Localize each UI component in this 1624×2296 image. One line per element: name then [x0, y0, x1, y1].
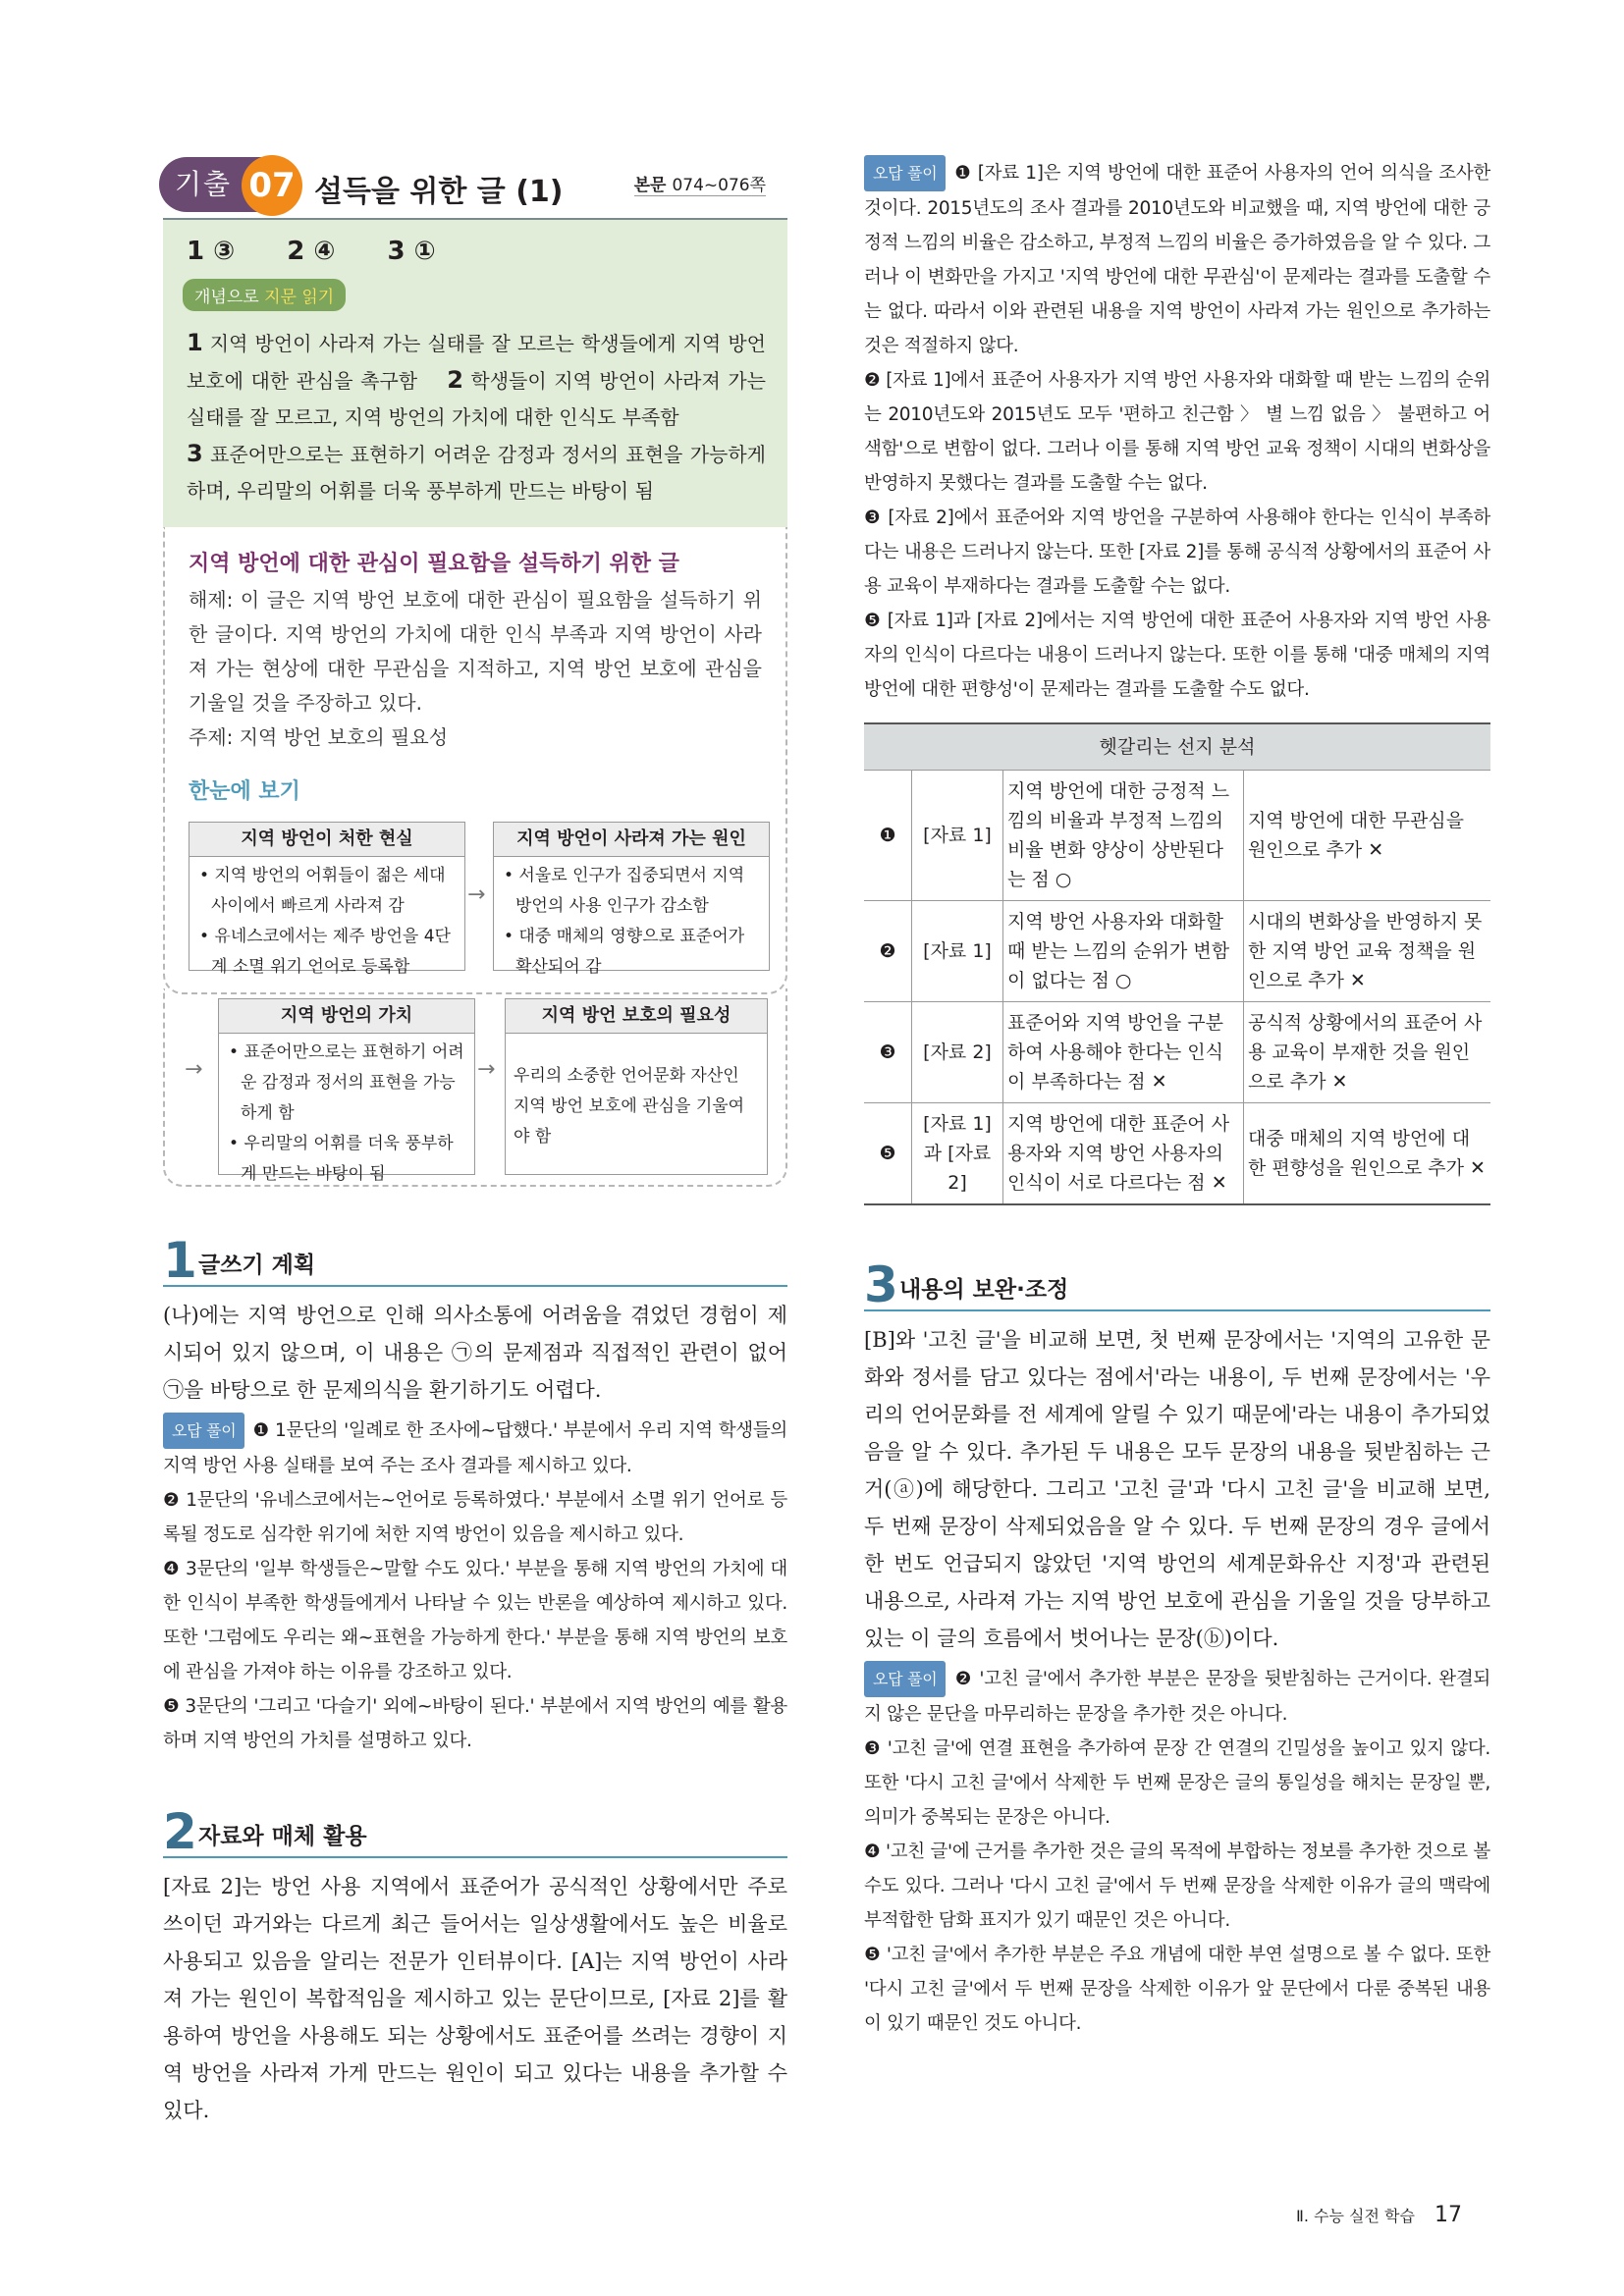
summary-theme: 주제: 지역 방언 보호의 필요성	[189, 725, 449, 749]
box-reality: 지역 방언이 처한 현실 • 지역 방언의 어휘들이 젊은 세대 사이에서 빠르게 사라져 감 • 유네스코에서는 제주 방언을 4단계 소멸 위기 언어로 등록함	[189, 822, 465, 971]
arrow-icon: →	[185, 1057, 203, 1082]
section-3-heading: 3 내용의 보완·조정	[864, 1255, 1490, 1311]
answer-1: 1 ③	[187, 237, 236, 266]
section-3-body: [B]와 '고친 글'을 비교해 보면, 첫 번째 문장에서는 '지역의 고유한 문화와 정서를 담고 있다는 점에서'라는 내용이, 두 번째 문장에서는 '우리의 언어문화를 전 세계에 알릴 수 있기 때문에'라는 내용이 추가되었음을 알 수 있다. 추가된 두 내용은 모두 문장의 내용을 뒷받침하는 근거(ⓐ)에 해당한다. 그리고 '고친 글'과 '다시 고친 글'을 비교해 보면, 두 번째 문장이 삭제되었음을 알 수 있다. 두 번째 문장의 경우 글에서 한 번도 언급되지 않았던 '지역 방언의 세계문화유산 지정'과 관련된 내용으로, 사라져 가는 지역 방언 보호에 관심을 기울일 것을 당부하고 있는 이 글의 흐름에서 벗어나는 문장(ⓑ)이다.	[864, 1328, 1490, 1650]
summary-box	[163, 527, 787, 994]
table-row: ❸ [자료 2] 표준어와 지역 방언을 구분하여 사용해야 한다는 인식이 부족하다는 점 ✕ 공식적 상황에서의 표준어 사용 교육이 부재한 것을 원인으로 추가 ✕	[864, 1002, 1490, 1103]
section-2-heading: 2 자료와 매체 활용	[163, 1801, 787, 1858]
arrow-icon: →	[477, 1057, 496, 1082]
section-2-body: [자료 2]는 방언 사용 지역에서 표준어가 공식적인 상황에서만 주로 쓰이던 과거와는 다르게 최근 들어서는 일상생활에서도 높은 비율로 사용되고 있음을 알리는 전문가 인터뷰이다. [A]는 지역 방언이 사라져 가는 원인이 복합적임을 제시하고 있는 문단이므로, [자료 2]를 활용하여 방언을 사용해도 되는 상황에서도 표준어를 쓰려는 경향이 지역 방언을 사라져 가게 만드는 원인이 되고 있다는 내용을 추가할 수 있다.	[163, 1875, 787, 2122]
arrow-icon: →	[467, 882, 486, 907]
left-column	[163, 155, 787, 2129]
box-value: 지역 방언의 가치 • 표준어만으로는 표현하기 어려운 감정과 정서의 표현을 가능하게 함 • 우리말의 어휘를 더욱 풍부하게 만드는 바탕이 됨	[218, 998, 475, 1175]
page-number: 17	[1434, 2203, 1462, 2227]
answer-row	[187, 230, 766, 273]
table-row: ❷ [자료 1] 지역 방언 사용자와 대화할 때 받는 느낌의 순위가 변함이 없다는 점 ○ 시대의 변화상을 반영하지 못한 지역 방언 교육 정책을 원인으로 추가 ✕	[864, 901, 1490, 1002]
table-row: ❶ [자료 1] 지역 방언에 대한 긍정적 느낌의 비율과 부정적 느낌의 비율 변화 양상이 상반된다는 점 ○ 지역 방언에 대한 무관심을 원인으로 추가 ✕	[864, 771, 1490, 901]
summary-box-lower	[163, 988, 787, 1187]
box-necessity: 지역 방언 보호의 필요성 우리의 소중한 언어문화 자산인 지역 방언 보호에 관심을 기울여야 함	[505, 998, 768, 1175]
answer-3: 3 ①	[387, 237, 436, 266]
glance-title: 한눈에 보기	[189, 779, 300, 804]
section-3-notes: 오답 풀이 ❷ '고친 글'에서 추가한 부분은 문장을 뒷받침하는 근거이다. 완결되지 않은 문단을 마무리하는 문장을 추가한 것은 아니다. ❸ '고친 글'에 연결 표현을 추가하여 문장 간 연결의 긴밀성을 높이고 있지 않다. 또한 '다시 고친 글'에서 삭제한 두 번째 문장은 글의 통일성을 해치는 문장일 뿐, 의미가 중복되는 문장은 아니다. ❹ '고친 글'에 근거를 추가한 것은 글의 목적에 부합하는 정보를 추가한 것으로 볼 수도 있다. 그러나 '다시 고친 글'에서 두 번째 문장을 삭제한 이유가 글의 맥락에 부적합한 담화 표지가 있기 때문인 것은 아니다. ❺ '고친 글'에서 추가한 부분은 주요 개념에 대한 부연 설명으로 볼 수 없다. 또한 '다시 고친 글'에서 두 번째 문장을 삭제한 이유가 앞 문단에서 다룬 중복된 내용이 있기 때문인 것도 아니다.	[864, 1661, 1490, 2041]
option-analysis-table	[864, 722, 1490, 1205]
answer-2: 2 ④	[287, 237, 336, 266]
section-title: 설득을 위한 글 (1)	[314, 175, 564, 209]
section-1-heading: 1 글쓰기 계획	[163, 1230, 787, 1287]
section-1-body: (나)에는 지역 방언으로 인해 의사소통에 어려움을 겪었던 경험이 제시되어 있지 않으며, 이 내용은 ㉠의 문제점과 직접적인 관련이 없어 ㉠을 바탕으로 한 문제의식을 환기하기도 어렵다.	[163, 1304, 787, 1402]
table-header: 헷갈리는 선지 분석	[864, 723, 1490, 771]
summary-explanation: 해제: 이 글은 지역 방언 보호에 대한 관심이 필요함을 설득하기 위한 글이다. 지역 방언의 가치에 대한 인식 부족과 지역 방언이 사라져 가는 현상에 대한 무관심을 지적하고, 지역 방언 보호에 관심을 기울일 것을 주장하고 있다.	[189, 588, 762, 715]
right-column	[864, 155, 1490, 2041]
footer-section: Ⅱ. 수능 실전 학습	[1296, 2207, 1415, 2225]
gichul-label: 기출	[159, 157, 269, 212]
concept-caption: 개념으로 지문 읽기	[183, 279, 346, 311]
page-footer	[1296, 2203, 1462, 2227]
concept-text: 1 지역 방언이 사라져 가는 실태를 잘 모르는 학생들에게 지역 방언 보호에 대한 관심을 촉구함 2 학생들이 지역 방언이 사라져 가는 실태를 잘 모르고, 지역 방언의 가치에 대한 인식도 부족함 3 표준어만으로는 표현하기 어려운 감정과 정서의 표현을 가능하게 하며, 우리말의 어휘를 더욱 풍부하게 만드는 바탕이 됨	[187, 329, 766, 503]
summary-title: 지역 방언에 대한 관심이 필요함을 설득하기 위한 글	[189, 552, 679, 576]
page-reference: 본문 074~076쪽	[634, 171, 766, 196]
right-notes: 오답 풀이 ❶ [자료 1]은 지역 방언에 대한 표준어 사용자의 언어 의식을 조사한 것이다. 2015년도의 조사 결과를 2010년도와 비교했을 때, 지역 방언에 대한 긍정적 느낌의 비율은 감소하고, 부정적 느낌의 비율은 증가하였음을 알 수 있다. 그러나 이 변화만을 가지고 '지역 방언에 대한 무관심'이 문제라는 결과를 도출할 수는 없다. 따라서 이와 관련된 내용을 지역 방언이 사라져 가는 원인으로 추가하는 것은 적절하지 않다. ❷ [자료 1]에서 표준어 사용자가 지역 방언 사용자와 대화할 때 받는 느낌의 순위는 2010년도와 2015년도 모두 '편하고 친근함 〉 별 느낌 없음 〉 불편하고 어색함'으로 변함이 없다. 그러나 이를 통해 지역 방언 교육 정책이 시대의 변화상을 반영하지 못했다는 결과를 도출할 수는 없다. ❸ [자료 2]에서 표준어와 지역 방언을 구분하여 사용해야 한다는 인식이 부족하다는 내용은 드러나지 않는다. 또한 [자료 2]를 통해 공식적 상황에서의 표준어 사용 교육이 부재하다는 결과를 도출할 수는 없다. ❺ [자료 1]과 [자료 2]에서는 지역 방언에 대한 표준어 사용자와 지역 방언 사용자의 인식이 다르다는 내용이 드러나지 않는다. 또한 이를 통해 '대중 매체의 지역 방언에 대한 편향성'이 문제라는 결과를 도출할 수도 없다.	[864, 155, 1490, 707]
answer-concept-box	[163, 220, 787, 527]
table-row: ❺ [자료 1]과 [자료 2] 지역 방언에 대한 표준어 사용자와 지역 방언 사용자의 인식이 서로 다르다는 점 ✕ 대중 매체의 지역 방언에 대한 편향성을 원인으로 추가 ✕	[864, 1103, 1490, 1205]
section-1-notes: 오답 풀이 ❶ 1문단의 '일례로 한 조사에~답했다.' 부분에서 우리 지역 학생들의 지역 방언 사용 실태를 보여 주는 조사 결과를 제시하고 있다. ❷ 1문단의 '유네스코에서는~언어로 등록하였다.' 부분에서 소멸 위기 언어로 등록될 정도로 심각한 위기에 처한 지역 방언이 있음을 제시하고 있다. ❹ 3문단의 '일부 학생들은~말할 수도 있다.' 부분을 통해 지역 방언의 가치에 대한 인식이 부족한 학생들에게서 나타날 수 있는 반론을 예상하여 제시하고 있다. 또한 '그럼에도 우리는 왜~표현을 가능하게 한다.' 부분을 통해 지역 방언의 보호에 관심을 가져야 하는 이유를 강조하고 있다. ❺ 3문단의 '그리고 '다슬기' 외에~바탕이 된다.' 부분에서 지역 방언의 예를 활용하며 지역 방언의 가치를 설명하고 있다.	[163, 1413, 787, 1758]
section-header	[163, 155, 787, 220]
box-cause: 지역 방언이 사라져 가는 원인 • 서울로 인구가 집중되면서 지역 방언의 사용 인구가 감소함 • 대중 매체의 영향으로 표준어가 확산되어 감	[493, 822, 770, 971]
section-number-badge: 07	[242, 155, 302, 216]
